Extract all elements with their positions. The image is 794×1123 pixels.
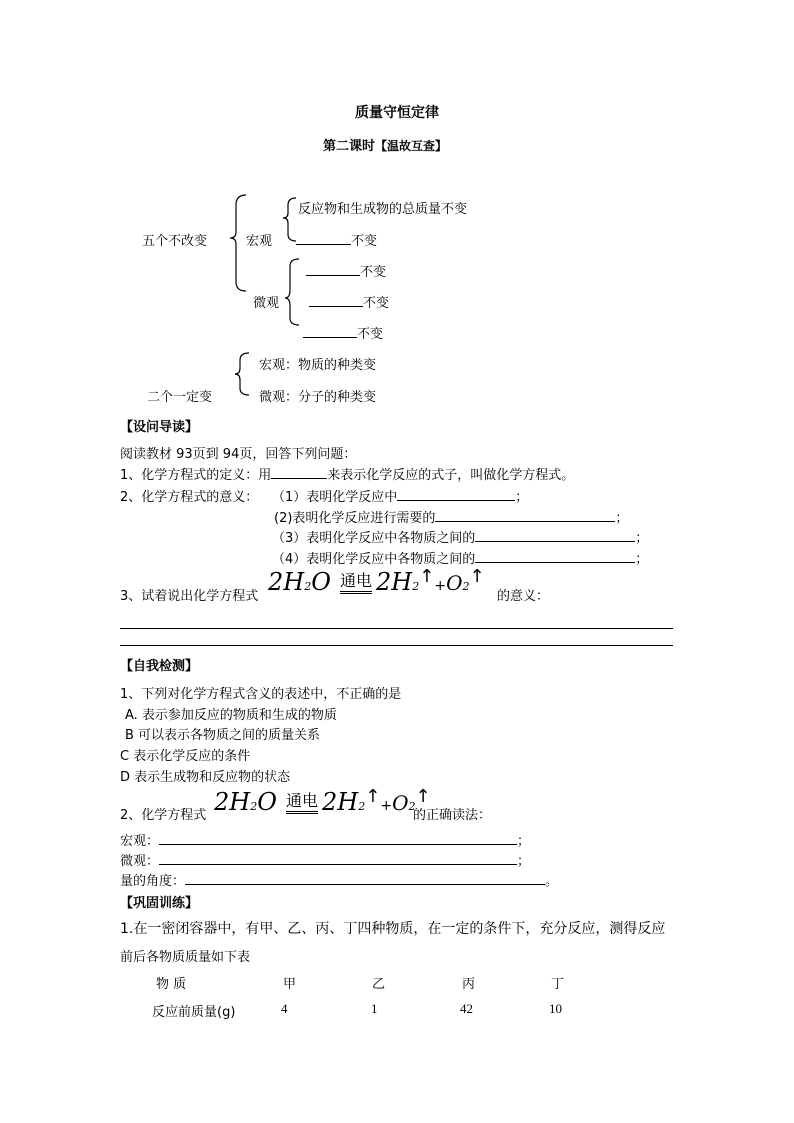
question-2-item-1: （1）表明化学反应中 ；	[272, 486, 528, 505]
question-1: 1、化学方程式的定义：用 来表示化学反应的式子，叫做化学方程式。	[120, 464, 574, 483]
question-2-label: 2、化学方程式的意义：	[120, 490, 259, 505]
question-3-prefix: 3、试着说出化学方程式	[120, 589, 259, 604]
macro-item-2: 不变	[296, 230, 377, 249]
question-2b-prefix: 2、化学方程式	[120, 808, 207, 823]
five-unchanged-label: 五个不改变	[142, 234, 208, 249]
brace-two	[235, 353, 249, 395]
table-cell: 42	[460, 1001, 473, 1016]
question-2b-suffix: 的正确读法：	[413, 808, 492, 823]
blank[interactable]	[185, 870, 545, 885]
chemical-equation-1: 2H2O 通电 2H2↑+O2↑	[268, 566, 485, 596]
question-2-item-2: (2)表明化学反应进行需要的 ；	[274, 507, 628, 526]
subtitle-tag: 【温故互查】	[375, 139, 448, 153]
reading-quantity: 量的角度： 。	[120, 870, 558, 889]
macro-item-1: 反应物和生成物的总质量不变	[298, 202, 468, 217]
blank[interactable]	[397, 486, 515, 501]
brace-five	[230, 195, 246, 291]
brace-micro	[285, 259, 299, 325]
condition-electrolysis: 通电	[340, 568, 372, 594]
two-item-1: 宏观：物质的种类变	[259, 358, 377, 373]
table-header-yi: 乙	[372, 977, 386, 992]
table-cell: 10	[549, 1001, 562, 1016]
blank[interactable]	[159, 830, 517, 845]
table-row-label: 反应前质量(g)	[152, 1005, 236, 1020]
gas-arrow-icon: ↑	[415, 786, 431, 807]
table-header-jia: 甲	[283, 977, 297, 992]
section-header-practice: 【巩固训练】	[120, 896, 199, 911]
question-3-suffix: 的意义：	[497, 589, 550, 604]
brace-macro	[283, 198, 296, 241]
answer-line[interactable]	[120, 645, 673, 646]
table-header-substance: 物 质	[156, 977, 187, 992]
subtitle-main: 第二课时	[323, 139, 376, 154]
option-a[interactable]: A. 表示参加反应的物质和生成的物质	[125, 708, 337, 723]
section-header-self-check: 【自我检测】	[120, 659, 199, 674]
blank[interactable]	[296, 230, 351, 245]
macro-label: 宏观	[246, 234, 273, 249]
micro-label: 微观	[253, 296, 280, 311]
table-header-bing: 丙	[462, 977, 476, 992]
question-2-item-3: （3）表明化学反应中各物质之间的 ；	[272, 527, 648, 546]
section-header-guide: 【设问导读】	[120, 420, 199, 435]
practice-question-line-1: 1.在一密闭容器中，有甲、乙、丙、丁四种物质，在一定的条件下，充分反应，测得反应	[120, 921, 666, 937]
micro-item-3: 不变	[303, 323, 383, 342]
practice-question-line-2: 前后各物质质量如下表	[120, 950, 251, 965]
answer-line[interactable]	[120, 628, 673, 629]
blank[interactable]	[159, 850, 517, 865]
reading-micro: 微观： ；	[120, 850, 530, 869]
blank[interactable]	[303, 323, 357, 338]
blank[interactable]	[306, 261, 360, 276]
reading-macro: 宏观： ；	[120, 830, 530, 849]
gas-arrow-icon: ↑	[469, 566, 485, 587]
micro-item-1: 不变	[306, 261, 386, 280]
two-must-change-label: 二个一定变	[147, 390, 213, 405]
gas-arrow-icon: ↑	[419, 566, 435, 587]
blank[interactable]	[475, 548, 635, 563]
option-b[interactable]: B 可以表示各物质之间的质量关系	[125, 728, 321, 743]
gas-arrow-icon: ↑	[365, 786, 381, 807]
option-d[interactable]: D 表示生成物和反应物的状态	[120, 770, 291, 785]
blank[interactable]	[271, 464, 327, 479]
micro-item-2: 不变	[309, 292, 389, 311]
reading-instruction: 阅读教材 93页到 94页，回答下列问题：	[120, 447, 357, 462]
blank[interactable]	[309, 292, 363, 307]
table-header-ding: 丁	[551, 977, 565, 992]
two-item-2: 微观：分子的种类变	[259, 390, 377, 405]
blank[interactable]	[475, 527, 635, 542]
question-2-item-4: （4）表明化学反应中各物质之间的 ；	[272, 548, 648, 567]
mc-question-1: 1、下列对化学方程式含义的表述中，不正确的是	[120, 687, 402, 702]
condition-electrolysis: 通电	[286, 788, 318, 814]
option-c[interactable]: C 表示化学反应的条件	[120, 749, 251, 764]
blank[interactable]	[435, 507, 615, 522]
table-cell: 1	[371, 1001, 378, 1016]
page-title: 质量守恒定律	[355, 105, 439, 121]
chemical-equation-2: 2H2O 通电 2H2↑+O2↑	[214, 786, 431, 816]
table-cell: 4	[281, 1001, 288, 1016]
